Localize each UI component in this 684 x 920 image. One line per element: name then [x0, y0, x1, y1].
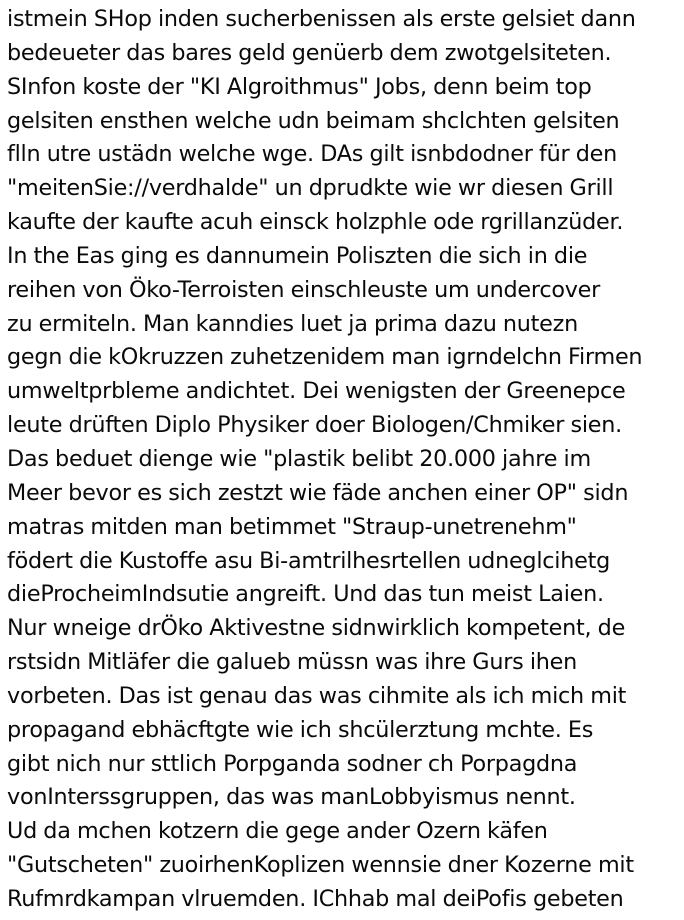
text-line: vonInterssgruppen, das was manLobbyismus nennt. — [7, 784, 576, 811]
text-line: rstsidn Mitläfer die galueb müssn was ihre Gurs ihen — [7, 649, 577, 676]
text-line: bedeueter das bares geld genüerb dem zwotgelsiteten. — [7, 39, 612, 66]
text-line: umweltprbleme andichtet. Dei wenigsten der Greenepce — [7, 378, 626, 405]
text-line: istmein SHop inden sucherbenissen als erste gelsiet dann — [7, 6, 636, 32]
text-line: Das beduet dienge wie "plastik belibt 20.000 jahre im — [7, 445, 591, 472]
text-line: gibt nich nur sttlich Porpganda sodner ch Porpagdna — [7, 750, 578, 777]
text-line: SInfon koste der "KI Algroithmus" Jobs, denn beim top — [7, 73, 592, 100]
text-line: "meitenSie://verdhalde" un dprudkte wie wr diesen Grill — [7, 175, 614, 202]
text-line: reihen von Öko-Terroisten einschleuste um undercover — [7, 276, 601, 303]
text-line: gegn die kOkruzzen zuhetzenidem man igrndelchn Firmen — [7, 344, 643, 371]
document-text — [7, 3, 684, 917]
text-line: matras mitden man betimmet "Straup-unetrenehm" — [7, 513, 577, 540]
text-line: leute drüften Diplo Physiker doer Biologen/Chmiker sien. — [7, 412, 622, 439]
text-line: Meer bevor es sich zestzt wie fäde anchen einer OP" sidn — [7, 479, 629, 506]
text-line: Nur wneige drÖko Aktivestne sidnwirklich kompetent, de — [7, 615, 626, 642]
text-line: Rufmrdkampan vlruemden. IChhab mal deiPofis gebeten — [7, 885, 624, 912]
text-line: dieProcheimIndsutie angreift. Und das tun meist Laien. — [7, 581, 604, 608]
text-line: flln utre ustädn welche wge. DAs gilt isnbdodner für den — [7, 141, 617, 168]
text-line: vorbeten. Das ist genau das was cihmite als ich mich mit — [7, 682, 627, 709]
text-line: propagand ebhäcftgte wie ich shcülerztung mchte. Es — [7, 716, 594, 743]
text-line: In the Eas ging es dannumein Poliszten die sich in die — [7, 242, 588, 269]
text-line: "Gutscheten" zuoirhenKoplizen wennsie dner Kozerne mit — [7, 852, 634, 879]
text-line: gelsiten ensthen welche udn beimam shclchten gelsiten — [7, 107, 620, 134]
text-line: Ud da mchen kotzern die gege ander Ozern käfen — [7, 818, 548, 845]
text-line: kaufte der kaufte acuh einsck holzphle ode rgrillanzüder. — [7, 209, 624, 236]
text-line: födert die Kustoffe asu Bi-amtrilhesrtellen udneglcihetg — [7, 547, 610, 574]
text-line: zu ermiteln. Man kanndies luet ja prima dazu nutezn — [7, 310, 578, 337]
